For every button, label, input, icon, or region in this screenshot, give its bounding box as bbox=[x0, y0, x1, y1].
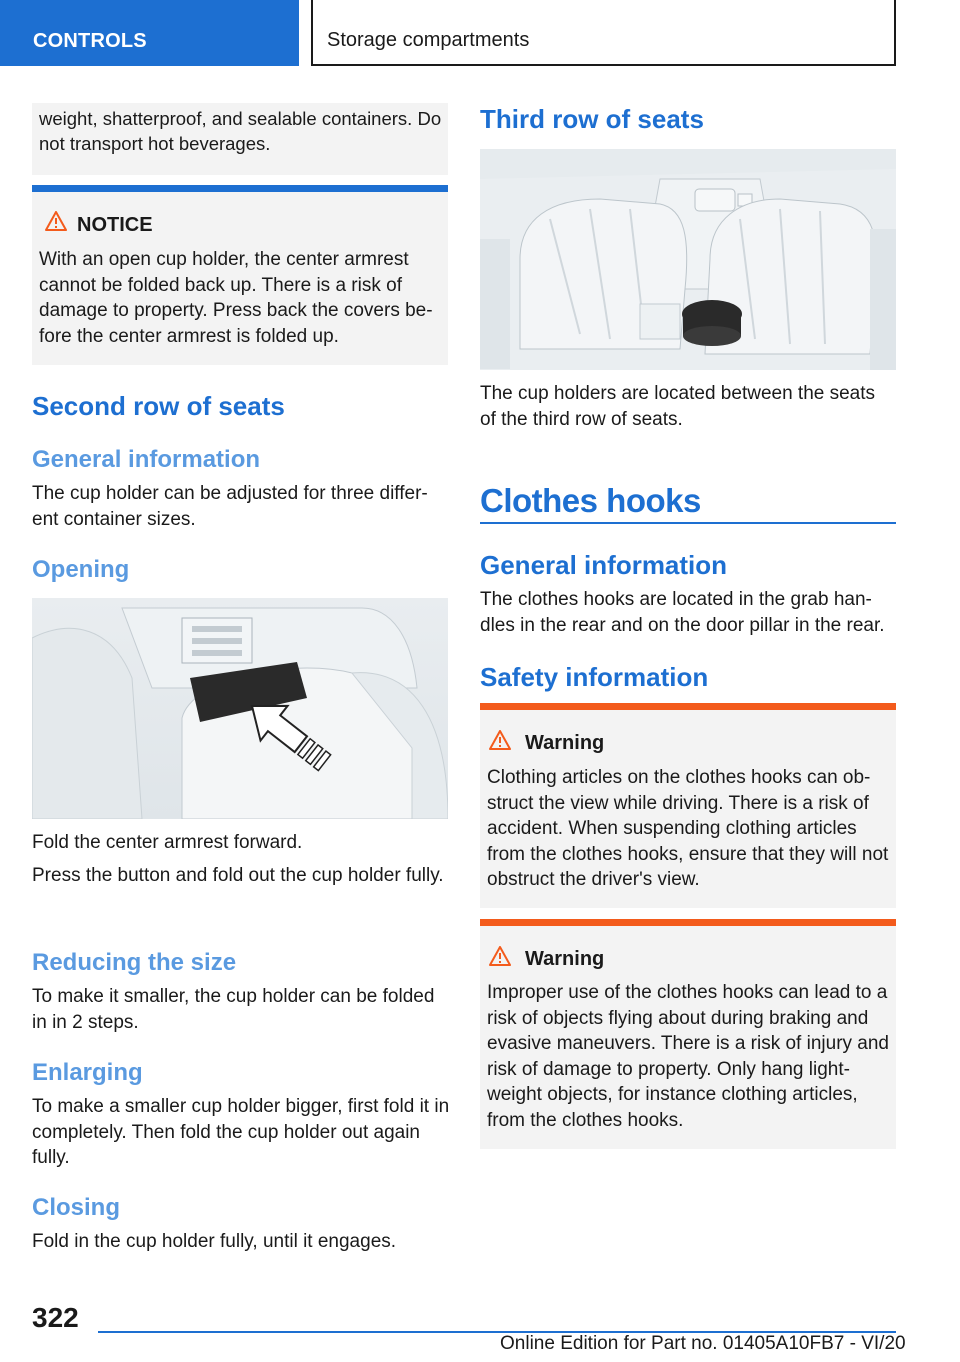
warning2-bar bbox=[480, 919, 896, 926]
warning-triangle-icon bbox=[489, 946, 511, 966]
footer-edition: Online Edition for Part no. 01405A10FB7 - VI/20 bbox=[500, 1333, 906, 1354]
armrest-cup-holder-figure bbox=[32, 598, 448, 819]
notice-text: With an open cup holder, the center armrest cannot be folded back up. There is a risk of damage to property. Press back the covers be- fore the center armrest is folded up. bbox=[39, 249, 433, 347]
clothes-hooks-heading: Clothes hooks bbox=[480, 482, 701, 519]
page-number: 322 bbox=[32, 1302, 79, 1333]
third-row-illustration bbox=[480, 149, 896, 370]
third-row-heading: Third row of seats bbox=[480, 104, 704, 134]
notice-title: NOTICE bbox=[77, 214, 153, 236]
header-chapter-label: Storage compartments bbox=[327, 29, 530, 51]
warning1-box bbox=[480, 710, 896, 908]
general-info-text-left: The cup holder can be adjusted for three differ- ent container sizes. bbox=[32, 483, 428, 530]
general-info-heading-left: General information bbox=[32, 446, 261, 473]
second-row-heading: Second row of seats bbox=[32, 391, 285, 421]
closing-heading: Closing bbox=[32, 1194, 120, 1221]
opening-step1: Fold the center armrest forward. bbox=[32, 832, 303, 853]
header-section-label: CONTROLS bbox=[33, 30, 147, 52]
warning1-text: Clothing articles on the clothes hooks can ob- struct the view while driving. There is a risk of accident. When suspending clothing articles from the clothes hooks, ensure that they will not obstruct the driver's view. bbox=[487, 767, 889, 890]
general-info-text-right: The clothes hooks are located in the grab han- dles in the rear and on the door pillar in the rear. bbox=[480, 589, 885, 636]
notice-box bbox=[32, 192, 448, 365]
clothes-hooks-rule bbox=[480, 522, 896, 524]
warning2-text: Improper use of the clothes hooks can lead to a risk of objects flying about during braking and evasive maneuvers. There is a risk of injury and risk of damage to property. Only hang light- weight objects, for instance clothing articles, from the clothes hooks. bbox=[487, 982, 889, 1131]
warning1-bar bbox=[480, 703, 896, 710]
warning2-title: Warning bbox=[525, 948, 605, 970]
warning2-box bbox=[480, 926, 896, 1149]
opening-heading: Opening bbox=[32, 556, 130, 583]
third-row-cup-holder-figure bbox=[480, 149, 896, 370]
reducing-heading: Reducing the size bbox=[32, 949, 237, 976]
continued-notice-text: weight, shatterproof, and sealable containers. Do not transport hot beverages. bbox=[39, 108, 442, 154]
header-chapter-tab bbox=[311, 0, 896, 66]
third-row-text: The cup holders are located between the seats of the third row of seats. bbox=[480, 383, 876, 430]
header-section-tab bbox=[0, 0, 299, 66]
warning-triangle-icon bbox=[45, 211, 67, 231]
safety-heading: Safety information bbox=[480, 662, 709, 692]
enlarging-heading: Enlarging bbox=[32, 1059, 143, 1086]
enlarging-text: To make a smaller cup holder bigger, first fold it in completely. Then fold the cup holder out again fully. bbox=[32, 1096, 450, 1168]
continued-notice-box bbox=[32, 103, 448, 175]
notice-bar bbox=[32, 185, 448, 192]
armrest-illustration bbox=[32, 598, 448, 819]
warning1-title: Warning bbox=[525, 732, 605, 754]
general-info-heading-right: General information bbox=[480, 550, 728, 580]
opening-step2: Press the button and fold out the cup holder fully. bbox=[32, 865, 444, 886]
reducing-text: To make it smaller, the cup holder can be folded in in 2 steps. bbox=[32, 986, 435, 1033]
warning-triangle-icon bbox=[489, 730, 511, 750]
closing-text: Fold in the cup holder fully, until it engages. bbox=[32, 1231, 397, 1252]
